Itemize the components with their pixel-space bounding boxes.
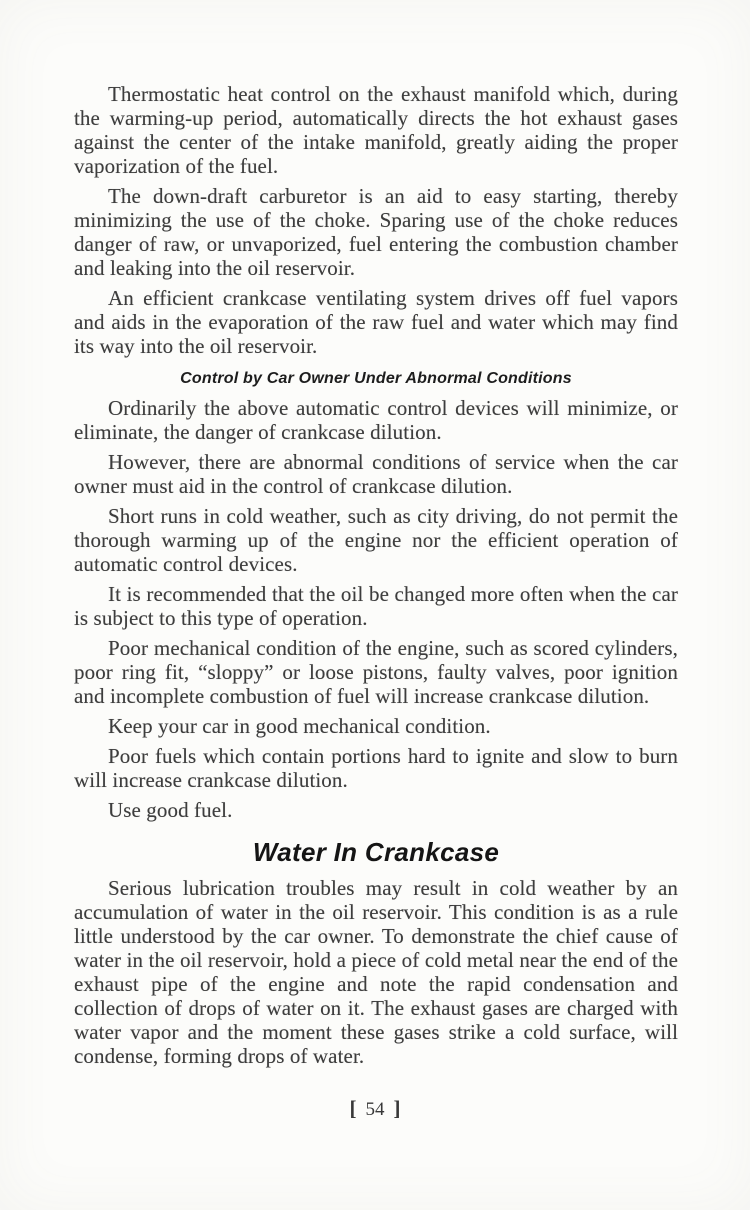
paragraph-poor-mechanical-condition: Poor mechanical condition of the engine, such as scored cylinders, poor ring fit, “sloppy” or loose pistons, faulty valves, poor ignition and incomplete combustion of fuel will increase crankcase dilution. xyxy=(74,636,678,708)
paragraph-use-good-fuel: Use good fuel. xyxy=(108,798,233,822)
page-number-right-bracket: ] xyxy=(393,1096,401,1120)
page-body xyxy=(74,82,678,1074)
section-heading-control-by-car-owner: Control by Car Owner Under Abnormal Conditions xyxy=(180,370,572,387)
page-number-value: 54 xyxy=(365,1099,385,1120)
paragraph-short-runs-cold-weather: Short runs in cold weather, such as city driving, do not permit the thorough warming up of the engine nor the efficient operation of automatic control devices. xyxy=(74,504,678,576)
page-number-left-bracket: [ xyxy=(349,1096,357,1120)
paragraph-abnormal-conditions: However, there are abnormal conditions of service when the car owner must aid in the control of crankcase dilution. xyxy=(74,450,678,498)
paragraph-oil-changed-more-often: It is recommended that the oil be changed more often when the car is subject to this type of operation. xyxy=(74,582,678,630)
paragraph-poor-fuels: Poor fuels which contain portions hard to ignite and slow to burn will increase crankcase dilution. xyxy=(74,744,678,792)
paragraph-crankcase-ventilating: An efficient crankcase ventilating system drives off fuel vapors and aids in the evaporation of the raw fuel and water which may find its way into the oil reservoir. xyxy=(74,286,678,358)
section-heading-water-in-crankcase: Water In Crankcase xyxy=(252,837,500,867)
page-number xyxy=(0,1096,750,1122)
paragraph-ordinarily-automatic-devices: Ordinarily the above automatic control devices will minimize, or eliminate, the danger of crankcase dilution. xyxy=(74,396,678,444)
paragraph-serious-lubrication-troubles: Serious lubrication troubles may result in cold weather by an accumulation of water in the oil reservoir. This condition is as a rule little understood by the car owner. To demonstrate the chief cause of water in the oil reservoir, hold a piece of cold metal near the end of the exhaust pipe of the engine and note the rapid condensation and collection of drops of water on it. The exhaust gases are charged with water vapor and the moment these gases strike a cold surface, will condense, forming drops of water. xyxy=(74,876,678,1068)
paragraph-thermostatic-heat-control: Thermostatic heat control on the exhaust manifold which, during the warming-up period, automatically directs the hot exhaust gases against the center of the intake manifold, greatly aiding the proper vaporization of the fuel. xyxy=(74,82,678,178)
paragraph-down-draft-carburetor: The down-draft carburetor is an aid to easy starting, thereby minimizing the use of the choke. Sparing use of the choke reduces danger of raw, or unvaporized, fuel entering the combustion chamber and leaking into the oil reservoir. xyxy=(74,184,678,280)
paragraph-keep-car-good-condition: Keep your car in good mechanical condition. xyxy=(108,714,491,738)
